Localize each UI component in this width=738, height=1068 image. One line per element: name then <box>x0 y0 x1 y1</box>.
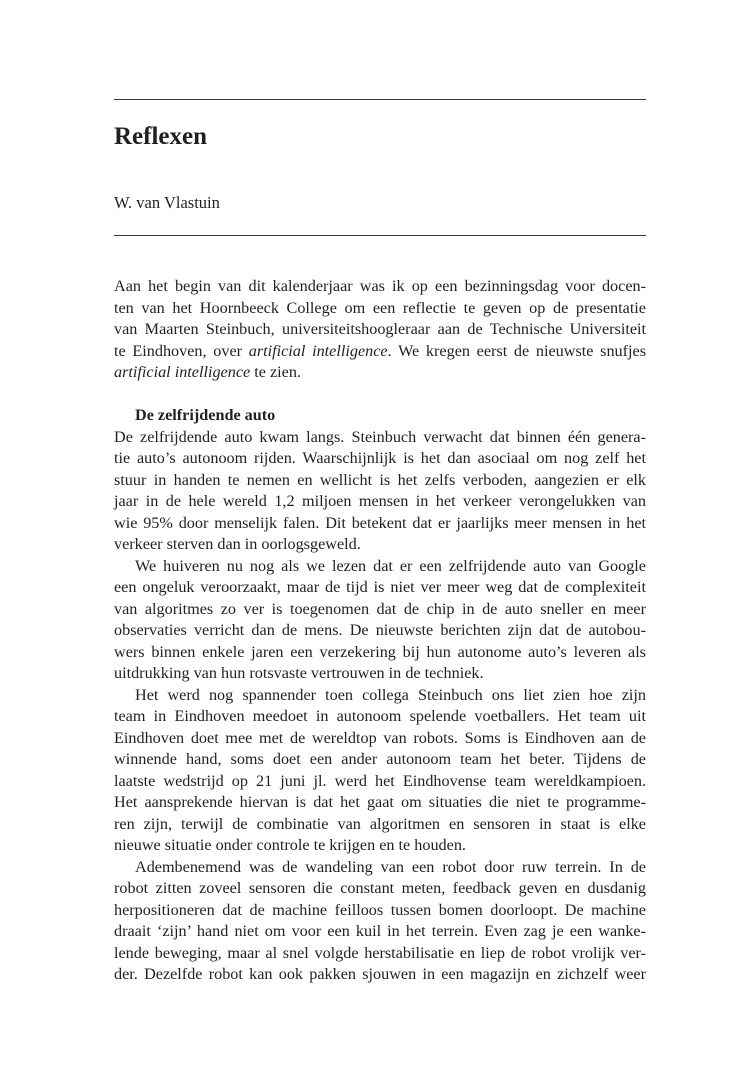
text-line: uitdrukking van hun rotsvaste vertrouwen in de techniek. <box>114 664 484 682</box>
text-line: jaar in de hele wereld 1,2 miljoen mensen in het verkeer verongelukken van <box>114 492 646 510</box>
text-line: De zelfrijdende auto kwam langs. Steinbuch verwacht dat binnen één genera- <box>114 427 646 446</box>
top-rule <box>114 99 646 100</box>
text-line: lende beweging, maar al snel volgde herstabilisatie en liep de robot vrolijk ver- <box>114 943 646 962</box>
text-segment: . We kregen eerst de nieuwste snufjes <box>387 341 647 360</box>
paragraph <box>114 427 646 556</box>
text-segment: te zien. <box>250 363 302 381</box>
text-line: winnende hand, soms doet een ander autonoom team het beter. Tijdens de <box>114 750 646 768</box>
article-author: W. van Vlastuin <box>114 193 220 212</box>
article-body <box>114 276 646 986</box>
text-line: van Maarten Steinbuch, universiteitshoogleraar aan de Technische Universiteit <box>114 320 646 338</box>
text-line: tie auto’s autonoom rijden. Waarschijnlijk is het dan asociaal om nog zelf het <box>114 449 646 467</box>
header-bottom-rule <box>114 235 646 236</box>
text-line: nieuwe situatie onder controle te krijgen en te houden. <box>114 836 466 854</box>
section-heading: De zelfrijdende auto <box>135 406 276 424</box>
text-line: laatste wedstrijd op 21 juni jl. werd het Eindhovense team wereldkampioen. <box>114 771 646 790</box>
text-line: ten van het Hoornbeeck College om een reflectie te geven op de presentatie <box>114 298 646 317</box>
text-line: Eindhoven doet mee met de wereldtop van robots. Soms is Eindhoven aan de <box>114 728 646 747</box>
text-line: Aan het begin van dit kalenderjaar was ik op een bezinningsdag voor docen- <box>114 277 646 295</box>
text-line: team in Eindhoven meedoet in autonoom spelende voetballers. Het team uit <box>114 707 646 725</box>
italic-term: artificial intelligence <box>114 363 251 381</box>
intro-paragraph <box>114 276 646 384</box>
text-line <box>114 341 646 363</box>
text-line: van algoritmes zo ver is toegenomen dat de chip in de auto sneller en meer <box>114 599 646 618</box>
text-line: robot zitten zoveel sensoren die constant meten, feedback geven en dusdanig <box>114 879 646 897</box>
text-line: der. Dezelfde robot kan ook pakken sjouwen in een magazijn en zichzelf weer <box>114 965 646 983</box>
paragraph <box>114 556 646 685</box>
text-line <box>114 362 646 384</box>
text-line: herpositioneren dat de machine feilloos tussen bomen doorloopt. De machine <box>114 900 646 919</box>
text-line: observaties verricht dan de mens. De nieuwste berichten zijn dat de autobou- <box>114 621 646 639</box>
text-line: draait ‘zijn’ hand niet om voor een kuil in het terrein. Even zag je een wanke- <box>114 922 646 940</box>
text-line: verkeer sterven dan in oorlogsgeweld. <box>114 535 361 553</box>
text-line: Het aansprekende hiervan is dat het gaat om situaties die niet te programme- <box>114 793 646 811</box>
paragraph <box>114 857 646 986</box>
text-line: stuur in handen te nemen en wellicht is het zelfs verboden, aangezien er elk <box>114 470 646 489</box>
text-line: een ongeluk veroorzaakt, maar de tijd is niet ver meer weg dat de complexiteit <box>114 578 646 596</box>
text-line: wie 95% door menselijk falen. Dit betekent dat er jaarlijks meer mensen in het <box>114 513 646 532</box>
text-segment: te Eindhoven, over <box>114 341 249 360</box>
text-line: wers binnen enkele jaren een verzekering bij hun autonome auto’s leveren als <box>114 642 646 661</box>
italic-term: artificial intelligence <box>248 341 388 360</box>
article-title: Reflexen <box>114 123 208 150</box>
text-line: Het werd nog spannender toen collega Steinbuch ons liet zien hoe zijn <box>135 685 646 704</box>
text-line: ren zijn, terwijl de combinatie van algoritmen en sensoren in staat is elke <box>114 814 646 833</box>
paragraph <box>114 685 646 857</box>
text-line: We huiveren nu nog als we lezen dat er een zelfrijdende auto van Google <box>135 556 646 575</box>
text-line: Adembenemend was de wandeling van een robot door ruw terrein. In de <box>135 857 646 876</box>
